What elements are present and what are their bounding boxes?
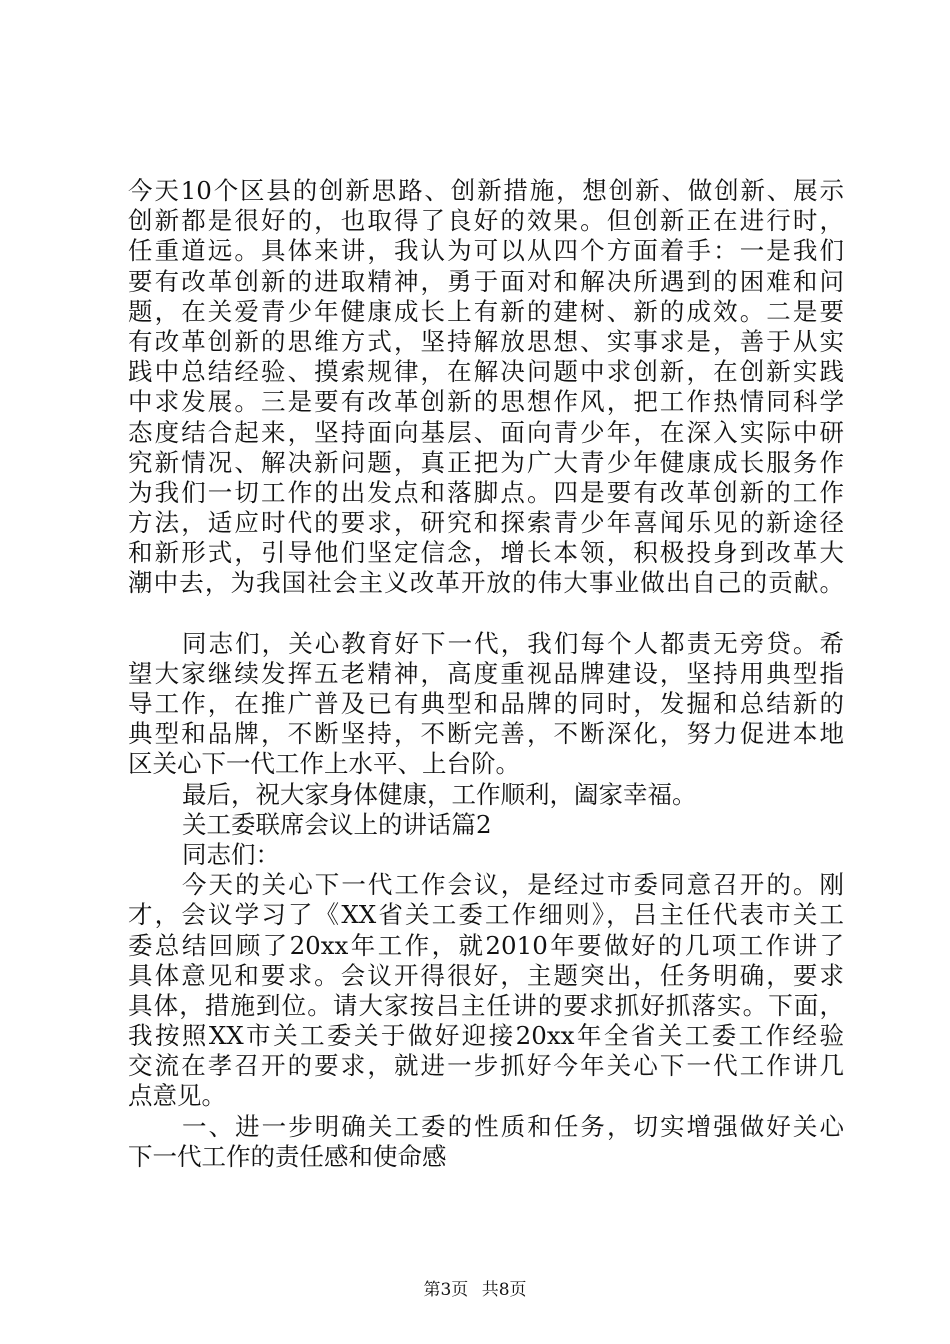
text-line: 委总结回顾了20xx年工作，就2010年要做好的几项工作讲了 (128, 930, 844, 960)
text-line: 一、进一步明确关工委的性质和任务，切实增强做好关心 (182, 1111, 844, 1141)
page-total: 共8页 (481, 1280, 527, 1300)
paragraph-closing-wish (128, 780, 844, 810)
text-line: 望大家继续发挥五老精神，高度重视品牌建设，坚持用典型指 (128, 658, 844, 688)
paragraph-item-one (128, 1112, 844, 1172)
text-line: 同志们，关心教育好下一代，我们每个人都责无旁贷。希 (182, 628, 844, 658)
text-line: 践中总结经验、摸索规律，在解决问题中求创新，在创新实践 (128, 357, 844, 387)
text-line: 今天10个区县的创新思路、创新措施，想创新、做创新、展示 (128, 176, 844, 205)
text-line: 为我们一切工作的出发点和落脚点。四是要有改革创新的工作 (128, 477, 844, 507)
document-body (128, 176, 844, 1172)
text-line: 方法，适应时代的要求，研究和探索青少年喜闻乐见的新途径 (128, 508, 844, 538)
text-line: 题，在关爱青少年健康成长上有新的建树、新的成效。二是要 (128, 296, 844, 326)
text-line: 今天的关心下一代工作会议，是经过市委同意召开的。刚 (182, 870, 844, 900)
text-line: 下一代工作的责任感和使命感 (128, 1141, 447, 1171)
salutation (128, 840, 844, 870)
text-line: 究新情况、解决新问题，真正把为广大青少年健康成长服务作 (128, 447, 844, 477)
text-line: 要有改革创新的进取精神，勇于面对和解决所遇到的困难和问 (128, 266, 844, 296)
text-line: 才，会议学习了《XX省关工委工作细则》，吕主任代表市关工 (128, 900, 844, 930)
text-line: 中求发展。三是要有改革创新的思想作风，把工作热情同科学 (128, 387, 844, 417)
text-line: 有改革创新的思维方式，坚持解放思想、实事求是，善于从实 (128, 326, 844, 356)
section-title (128, 810, 844, 840)
page-footer (0, 1279, 950, 1301)
paragraph-comrades-responsibility (128, 629, 844, 780)
text-line: 创新都是很好的，也取得了良好的效果。但创新正在进行时， (128, 206, 844, 236)
text-line: 态度结合起来，坚持面向基层、面向青少年，在深入实际中研 (128, 417, 844, 447)
text-line: 导工作，在推广普及已有典型和品牌的同时，发掘和总结新的 (128, 689, 844, 718)
text-line: 具体，措施到位。请大家按吕主任讲的要求抓好抓落实。下面， (128, 990, 844, 1020)
text-line: 同志们： (182, 839, 280, 869)
text-line: 交流在孝召开的要求，就进一步抓好今年关心下一代工作讲几 (128, 1051, 844, 1081)
text-line: 和新形式，引导他们坚定信念，增长本领，积极投身到改革大 (128, 538, 844, 568)
paragraph-innovation (128, 176, 844, 599)
text-line: 关工委联席会议上的讲话篇2 (182, 809, 492, 839)
text-line: 我按照XX市关工委关于做好迎接20xx年全省关工委工作经验 (128, 1021, 844, 1051)
text-line: 潮中去，为我国社会主义改革开放的伟大事业做出自己的贡献。 (128, 568, 844, 598)
page-number: 第3页 (423, 1280, 469, 1300)
paragraph-spacer (128, 599, 844, 629)
paragraph-meeting (128, 870, 844, 1112)
text-line: 具体意见和要求。会议开得很好，主题突出，任务明确，要求 (128, 960, 844, 990)
text-line: 任重道远。具体来讲，我认为可以从四个方面着手：一是我们 (128, 236, 844, 266)
text-line: 区关心下一代工作上水平、上台阶。 (128, 749, 520, 779)
text-line: 点意见。 (128, 1081, 226, 1111)
text-line: 最后，祝大家身体健康，工作顺利，阖家幸福。 (182, 779, 697, 809)
text-line: 典型和品牌，不断坚持，不断完善，不断深化，努力促进本地 (128, 719, 844, 749)
